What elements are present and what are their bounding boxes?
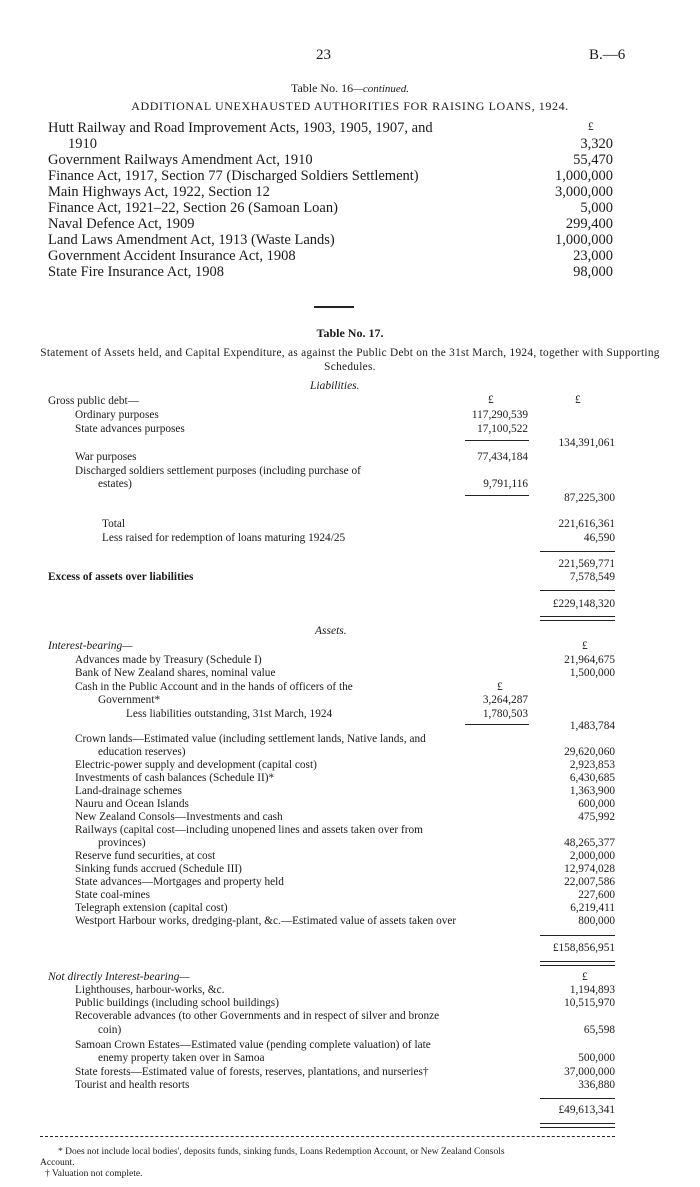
rule bbox=[540, 1098, 615, 1099]
list-item-value: 98,000 bbox=[573, 264, 613, 280]
crown-lands-label-cont: education reserves) bbox=[98, 746, 186, 758]
discharged-soldiers-label: Discharged soldiers settlement purposes (including purchase of bbox=[75, 465, 361, 477]
list-item-value: 1,000,000 bbox=[555, 232, 613, 248]
rule bbox=[540, 590, 615, 591]
list-item-label: Government Accident Insurance Act, 1908 bbox=[48, 248, 296, 264]
public-buildings-value: 10,515,970 bbox=[564, 997, 615, 1009]
electric-power-label: Electric-power supply and development (capital cost) bbox=[75, 759, 317, 771]
excess-assets-label: Excess of assets over liabilities bbox=[48, 571, 194, 583]
list-item-value: 3,000,000 bbox=[555, 184, 613, 200]
ordinary-purposes-value: 117,290,539 bbox=[471, 409, 528, 421]
nauru-value: 600,000 bbox=[578, 798, 615, 810]
list-item-value: 23,000 bbox=[573, 248, 613, 264]
list-item-value: 5,000 bbox=[580, 200, 613, 216]
crown-lands-label: Crown lands—Estimated value (including settlement lands, Native lands, and bbox=[75, 733, 426, 745]
rule bbox=[540, 551, 615, 552]
electric-power-value: 2,923,853 bbox=[569, 759, 615, 771]
double-rule bbox=[540, 961, 615, 966]
railways-label-cont: provinces) bbox=[98, 837, 146, 849]
westport-label: Westport Harbour works, dredging-plant, &c.—Estimated value of assets taken over bbox=[75, 915, 457, 927]
list-item-value: 299,400 bbox=[565, 216, 613, 232]
list-item-label: Government Railways Amendment Act, 1910 bbox=[48, 152, 313, 168]
rule bbox=[465, 440, 529, 441]
list-item-label: Finance Act, 1921–22, Section 26 (Samoan Loan) bbox=[48, 200, 338, 216]
assets-currency-2: £ bbox=[582, 971, 588, 983]
interest-bearing-total: £158,856,951 bbox=[552, 942, 615, 954]
investments-label: Investments of cash balances (Schedule II)* bbox=[75, 772, 275, 784]
total-value: 221,616,361 bbox=[558, 518, 615, 530]
advances-value: 21,964,675 bbox=[564, 654, 615, 666]
sinking-funds-label: Sinking funds accrued (Schedule III) bbox=[75, 863, 242, 875]
not-interest-bearing-heading: Not directly Interest-bearing— bbox=[48, 971, 190, 983]
state-advances-mortgages-label: State advances—Mortgages and property held bbox=[75, 876, 284, 888]
gross-public-debt-label: Gross public debt— bbox=[48, 395, 139, 407]
table16-title-text: Table No. 16 bbox=[290, 81, 354, 95]
investments-value: 6,430,685 bbox=[569, 772, 615, 784]
cash-currency: £ bbox=[497, 681, 503, 693]
samoan-estates-label: Samoan Crown Estates—Estimated value (pending complete valuation) of late bbox=[75, 1039, 431, 1051]
ordinary-purposes-label: Ordinary purposes bbox=[75, 409, 159, 421]
less-liabilities-value: 1,780,503 bbox=[482, 708, 528, 720]
liabilities-currency-b: £ bbox=[575, 394, 581, 406]
total-label: Total bbox=[102, 518, 126, 530]
excess-assets-value: 7,578,549 bbox=[569, 571, 615, 583]
less-redemption-label: Less raised for redemption of loans maturing 1924/25 bbox=[102, 532, 346, 544]
page-number: 23 bbox=[316, 47, 331, 63]
state-advances-mortgages-value: 22,007,586 bbox=[564, 876, 615, 888]
lighthouses-value: 1,194,893 bbox=[569, 984, 615, 996]
land-drainage-value: 1,363,900 bbox=[569, 785, 615, 797]
cash-net-value: 1,483,784 bbox=[569, 720, 615, 732]
war-purposes-label: War purposes bbox=[75, 451, 137, 463]
cash-label: Cash in the Public Account and in the hands of officers of the bbox=[75, 681, 353, 693]
list-item-label: Naval Defence Act, 1909 bbox=[48, 216, 195, 232]
subtotal-1: 134,391,061 bbox=[558, 437, 615, 449]
table17-statement: Statement of Assets held, and Capital Expenditure, as against the Public Debt on the 31st March, 1924, together with Supporting Schedules. bbox=[40, 347, 660, 373]
bnz-shares-label: Bank of New Zealand shares, nominal value bbox=[75, 667, 276, 679]
less-liabilities-label: Less liabilities outstanding, 31st March, 1924 bbox=[126, 708, 333, 720]
assets-heading: Assets. bbox=[315, 625, 347, 637]
double-rule bbox=[540, 1123, 615, 1128]
reserve-fund-label: Reserve fund securities, at cost bbox=[75, 850, 216, 862]
liabilities-currency-a: £ bbox=[488, 394, 494, 406]
consols-label: New Zealand Consols—Investments and cash bbox=[75, 811, 283, 823]
state-forests-label: State forests—Estimated value of forests, reserves, plantations, and nurseries† bbox=[75, 1066, 429, 1078]
list-item-label-cont: 1910 bbox=[68, 136, 97, 152]
coal-mines-label: State coal-mines bbox=[75, 889, 150, 901]
footnote-divider bbox=[40, 1136, 615, 1137]
advances-label: Advances made by Treasury (Schedule I) bbox=[75, 654, 262, 666]
rule bbox=[540, 935, 615, 936]
table16-heading: ADDITIONAL UNEXHAUSTED AUTHORITIES FOR RAISING LOANS, 1924. bbox=[131, 99, 569, 113]
assets-currency: £ bbox=[582, 640, 588, 652]
not-interest-bearing-total: £49,613,341 bbox=[558, 1104, 615, 1116]
table16-currency: £ bbox=[588, 121, 594, 133]
land-drainage-label: Land-drainage schemes bbox=[75, 785, 182, 797]
cash-label-cont: Government* bbox=[98, 694, 161, 706]
bnz-shares-value: 1,500,000 bbox=[569, 667, 615, 679]
liabilities-grand-total: £229,148,320 bbox=[552, 598, 615, 610]
samoan-estates-label-cont: enemy property taken over in Samoa bbox=[98, 1052, 265, 1064]
list-item-label: Hutt Railway and Road Improvement Acts, 1903, 1905, 1907, and bbox=[48, 120, 433, 136]
state-forests-value: 37,000,000 bbox=[564, 1066, 615, 1078]
double-rule bbox=[540, 616, 615, 621]
table16-title bbox=[0, 81, 700, 96]
footnote-dagger: † Valuation not complete. bbox=[45, 1169, 143, 1179]
tourist-resorts-value: 336,880 bbox=[578, 1079, 615, 1091]
discharged-soldiers-label-cont: estates) bbox=[98, 478, 132, 490]
liabilities-heading: Liabilities. bbox=[310, 380, 360, 392]
lighthouses-label: Lighthouses, harbour-works, &c. bbox=[75, 984, 225, 996]
telegraph-label: Telegraph extension (capital cost) bbox=[75, 902, 228, 914]
consols-value: 475,992 bbox=[578, 811, 615, 823]
recoverable-advances-label-cont: coin) bbox=[98, 1024, 122, 1036]
rule bbox=[465, 724, 529, 725]
list-item-label: Finance Act, 1917, Section 77 (Discharged Soldiers Settlement) bbox=[48, 168, 419, 184]
state-advances-value: 17,100,522 bbox=[477, 423, 528, 435]
list-item-value: 3,320 bbox=[580, 136, 613, 152]
railways-value: 48,265,377 bbox=[564, 837, 615, 849]
footnote-star: * Does not include local bodies', deposits funds, sinking funds, Loans Redemption Account, or New Zealand Consols bbox=[58, 1147, 505, 1157]
discharged-soldiers-value: 9,791,116 bbox=[483, 478, 528, 490]
subtotal-2: 87,225,300 bbox=[564, 492, 615, 504]
westport-value: 800,000 bbox=[578, 915, 615, 927]
sinking-funds-value: 12,974,028 bbox=[564, 863, 615, 875]
war-purposes-value: 77,434,184 bbox=[477, 451, 528, 463]
samoan-estates-value: 500,000 bbox=[578, 1052, 615, 1064]
list-item-label: Land Laws Amendment Act, 1913 (Waste Lands) bbox=[48, 232, 335, 248]
telegraph-value: 6,219,411 bbox=[570, 902, 615, 914]
recoverable-advances-label: Recoverable advances (to other Governments and in respect of silver and bronze bbox=[75, 1010, 440, 1022]
rule bbox=[465, 495, 529, 496]
coal-mines-value: 227,600 bbox=[578, 889, 615, 901]
cash-value: 3,264,287 bbox=[482, 694, 528, 706]
interest-bearing-heading: Interest-bearing— bbox=[48, 640, 133, 652]
net-debt-value: 221,569,771 bbox=[558, 558, 615, 570]
list-item-value: 1,000,000 bbox=[555, 168, 613, 184]
reserve-fund-value: 2,000,000 bbox=[569, 850, 615, 862]
nauru-label: Nauru and Ocean Islands bbox=[75, 798, 189, 810]
recoverable-advances-value: 65,598 bbox=[583, 1024, 615, 1036]
railways-label: Railways (capital cost—including unopened lines and assets taken over from bbox=[75, 824, 423, 836]
table17-title: Table No. 17. bbox=[316, 326, 384, 340]
list-item-label: State Fire Insurance Act, 1908 bbox=[48, 264, 224, 280]
tourist-resorts-label: Tourist and health resorts bbox=[75, 1079, 190, 1091]
section-divider bbox=[314, 306, 354, 308]
crown-lands-value: 29,620,060 bbox=[564, 746, 615, 758]
document-reference: B.—6 bbox=[589, 47, 626, 63]
list-item-label: Main Highways Act, 1922, Section 12 bbox=[48, 184, 270, 200]
list-item-value: 55,470 bbox=[573, 152, 613, 168]
state-advances-label: State advances purposes bbox=[75, 423, 185, 435]
table16-title-suffix: —continued. bbox=[353, 83, 410, 95]
public-buildings-label: Public buildings (including school buildings) bbox=[75, 997, 279, 1009]
less-redemption-value: 46,590 bbox=[583, 532, 615, 544]
footnote-star-cont: Account. bbox=[40, 1158, 75, 1168]
